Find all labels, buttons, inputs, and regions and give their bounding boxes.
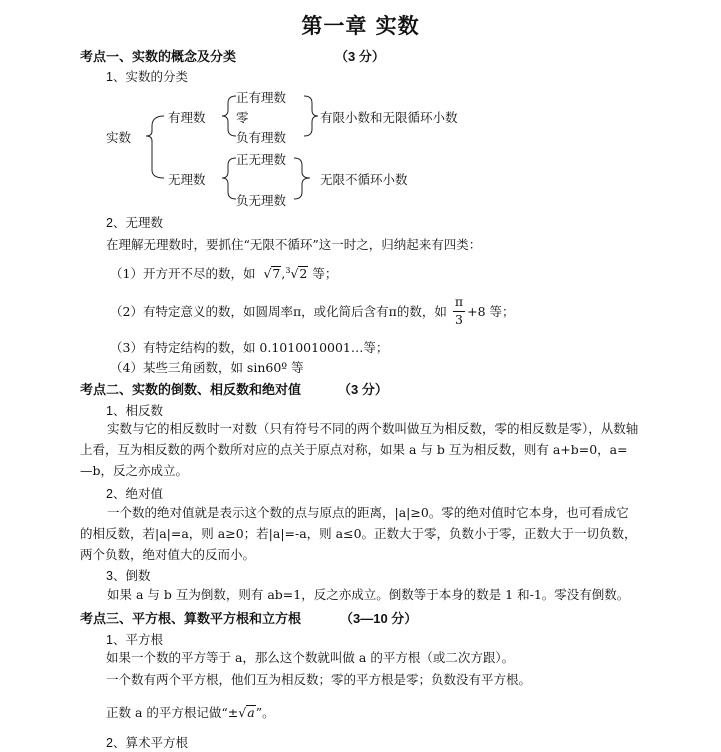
brace-root (146, 116, 164, 178)
irrational-item2: （2）有特定意义的数，如圆周率π，或化简后含有π的数，如 $\frac{\pi}{3}$ +8 等； (110, 294, 515, 327)
tree-finite-label: 有限小数和无限循环小数 (320, 111, 458, 125)
section2-sub2: 2、绝对值 (106, 487, 163, 501)
absolute-value-paragraph: 一个数的绝对值就是表示这个数的点与原点的距离，|a|≥0。零的绝对值时它本身，也可看成它的相反数，若|a|=a，则 a≥0；若|a|=-a，则 a≤0。正数大于零，负数小于零，正数大于一切负数，两个负数，绝对值大的反而小。 (80, 505, 637, 562)
brace-irrational (222, 158, 236, 199)
irrational-item4: （4）某些三角函数，如 sin60º 等 (110, 360, 304, 375)
section2-sub3: 3、倒数 (106, 569, 151, 583)
square-root-notation: 正数 a 的平方根记做“±√a”。 (106, 705, 275, 720)
brace-right-rational (304, 96, 318, 136)
section3-sub2: 2、算术平方根 (106, 736, 188, 750)
section3-sub1: 1、平方根 (106, 633, 163, 647)
irrational-item1: （1）开方开不尽的数，如 √7,$^3$√2 等； (110, 265, 338, 281)
tree-zero: 零 (236, 111, 249, 125)
tree-pos-irrational: 正无理数 (236, 153, 287, 167)
opposite-number-paragraph: 实数与它的相反数时一对数（只有符号不同的两个数叫做互为相反数，零的相反数是零），从数轴上看，互为相反数的两个数所对应的点关于原点对称，如果 a 与 b 互为相反数，则有 a+b=0，a=—b，反之亦成立。 (80, 421, 639, 478)
section1-sub1: 1、实数的分类 (106, 70, 188, 84)
irrational-intro: 在理解无理数时，要抓住“无限不循环”这一时之，归纳起来有四类： (106, 237, 482, 252)
tree-neg-irrational: 负无理数 (236, 194, 287, 208)
section3-score: （3—10 分） (340, 611, 418, 626)
reciprocal-paragraph: 如果 a 与 b 互为倒数，则有 ab=1，反之亦成立。倒数等于本身的数是 1 和-1。零没有倒数。 (107, 587, 630, 602)
tree-infinite-label: 无限不循环小数 (320, 173, 408, 187)
brace-right-irrational (294, 158, 310, 199)
section3-heading: 考点三、平方根、算数平方根和立方根 (80, 611, 302, 626)
section2-sub1: 1、相反数 (106, 404, 163, 418)
tree-irrational: 无理数 (168, 173, 206, 187)
square-root-def: 如果一个数的平方等于 a，那么这个数就叫做 a 的平方根（或二次方跟）。 (106, 650, 515, 665)
chapter-title: 第一章 实数 (301, 13, 420, 38)
brace-rational (222, 96, 236, 136)
irrational-item3: （3）有特定结构的数，如 0.1010010001…等； (110, 340, 389, 355)
tree-rational: 有理数 (168, 111, 206, 125)
section2-score: （3 分） (338, 382, 388, 397)
section1-score: （3 分） (335, 49, 385, 64)
tree-neg-rational: 负有理数 (236, 131, 287, 145)
section2-heading: 考点二、实数的倒数、相反数和绝对值 (80, 382, 302, 397)
tree-root: 实数 (106, 131, 132, 145)
tree-pos-rational: 正有理数 (236, 91, 287, 105)
square-root-properties: 一个数有两个平方根，他们互为相反数；零的平方根是零；负数没有平方根。 (106, 672, 532, 687)
section1-heading: 考点一、实数的概念及分类 (80, 49, 237, 64)
section1-sub2: 2、无理数 (106, 216, 163, 230)
